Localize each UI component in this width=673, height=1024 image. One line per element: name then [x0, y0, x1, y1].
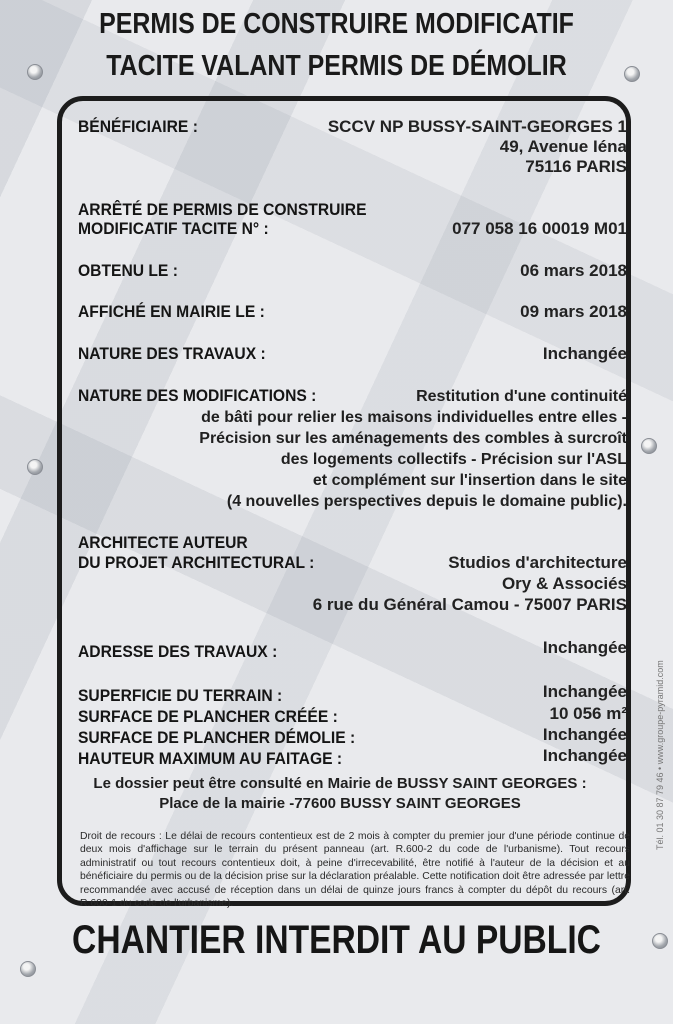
nature-travaux-label: NATURE DES TRAVAUX : — [78, 344, 266, 363]
beneficiaire-label: BÉNÉFICIAIRE : — [78, 117, 198, 136]
architecte-firm: Studios d'architecture — [448, 553, 627, 572]
beneficiaire-city: 75116 PARIS — [525, 157, 627, 176]
modification-line: de bâti pour relier les maisons individuelles entre elles - — [201, 409, 627, 426]
screw-icon — [624, 66, 640, 82]
beneficiaire-street: 49, Avenue Iéna — [499, 137, 627, 156]
screw-icon — [641, 438, 657, 454]
consultation-line-1: Le dossier peut être consulté en Mairie de BUSSY SAINT GEORGES : — [93, 775, 587, 792]
arrete-label-line-1: ARRÊTÉ DE PERMIS DE CONSTRUIRE — [78, 200, 367, 219]
surface-creee-value: 10 056 m² — [549, 704, 627, 723]
panel-title-line-1: PERMIS DE CONSTRUIRE MODIFICATIF — [99, 8, 574, 40]
superficie-label: SUPERFICIE DU TERRAIN : — [78, 686, 283, 705]
screw-icon — [20, 961, 36, 977]
affiche-date: 09 mars 2018 — [520, 302, 627, 321]
superficie-value: Inchangée — [542, 682, 627, 701]
architecte-label-line-2: DU PROJET ARCHITECTURAL : — [78, 553, 315, 572]
adresse-label: ADRESSE DES TRAVAUX : — [78, 642, 278, 661]
consultation-line-2: Place de la mairie -77600 BUSSY SAINT GEORGES — [159, 795, 521, 812]
surface-creee-label: SURFACE DE PLANCHER CRÉÉE : — [78, 707, 338, 726]
beneficiaire-name: SCCV NP BUSSY-SAINT-GEORGES 1 — [327, 117, 627, 136]
printer-side-text: Tél. 01 30 87 79 46 • www.groupe-pyramid.com — [655, 660, 665, 850]
arrete-number: 077 058 16 00019 M01 — [452, 219, 627, 238]
obtenu-date: 06 mars 2018 — [520, 261, 627, 280]
chantier-interdit-title: CHANTIER INTERDIT AU PUBLIC — [72, 918, 601, 962]
panel-title-line-2: TACITE VALANT PERMIS DE DÉMOLIR — [106, 50, 567, 82]
architecte-associates: Ory & Associés — [501, 574, 627, 593]
nature-travaux-value: Inchangée — [542, 344, 627, 363]
surface-demolie-label: SURFACE DE PLANCHER DÉMOLIE : — [78, 728, 356, 747]
screw-icon — [27, 64, 43, 80]
hauteur-label: HAUTEUR MAXIMUM AU FAITAGE : — [78, 749, 343, 768]
arrete-label-line-2: MODIFICATIF TACITE N° : — [78, 219, 269, 238]
nature-modifications-label: NATURE DES MODIFICATIONS : — [78, 386, 317, 405]
screw-icon — [652, 933, 668, 949]
hauteur-value: Inchangée — [542, 746, 627, 765]
modification-line: Précision sur les aménagements des combles à surcroît — [199, 430, 627, 447]
surface-demolie-value: Inchangée — [542, 725, 627, 744]
modification-line: (4 nouvelles perspectives depuis le domaine public). — [226, 493, 627, 510]
modification-line: Restitution d'une continuité — [416, 388, 627, 405]
adresse-value: Inchangée — [542, 638, 627, 657]
obtenu-label: OBTENU LE : — [78, 261, 178, 280]
modification-line: et complément sur l'insertion dans le site — [312, 472, 627, 489]
affiche-label: AFFICHÉ EN MAIRIE LE : — [78, 302, 265, 321]
modification-line: des logements collectifs - Précision sur l'ASL — [280, 451, 627, 468]
screw-icon — [27, 459, 43, 475]
architecte-address: 6 rue du Général Camou - 75007 PARIS — [312, 595, 627, 614]
architecte-label-line-1: ARCHITECTE AUTEUR — [78, 533, 248, 552]
droit-recours-text: Droit de recours : Le délai de recours contentieux est de 2 mois à compter du premier jour d'une période continue de deux mois d'affichage sur le terrain du présent panneau (art. R.600-2 du code de l'urbanisme). Tout recours administratif ou tout recours contentieux doit, à peine d'irrecevabilité, être notifié à l'auteur de la décision et au bénéficiaire du permis ou de la décision prise sur la déclaration préalable. Cette notification doit être adressée par lettre recommandée avec accusé de réception dans un délai de quinze jours francs à compter du dépôt du recours (art. R.600-1 du code de l'urbanisme). — [80, 831, 630, 910]
